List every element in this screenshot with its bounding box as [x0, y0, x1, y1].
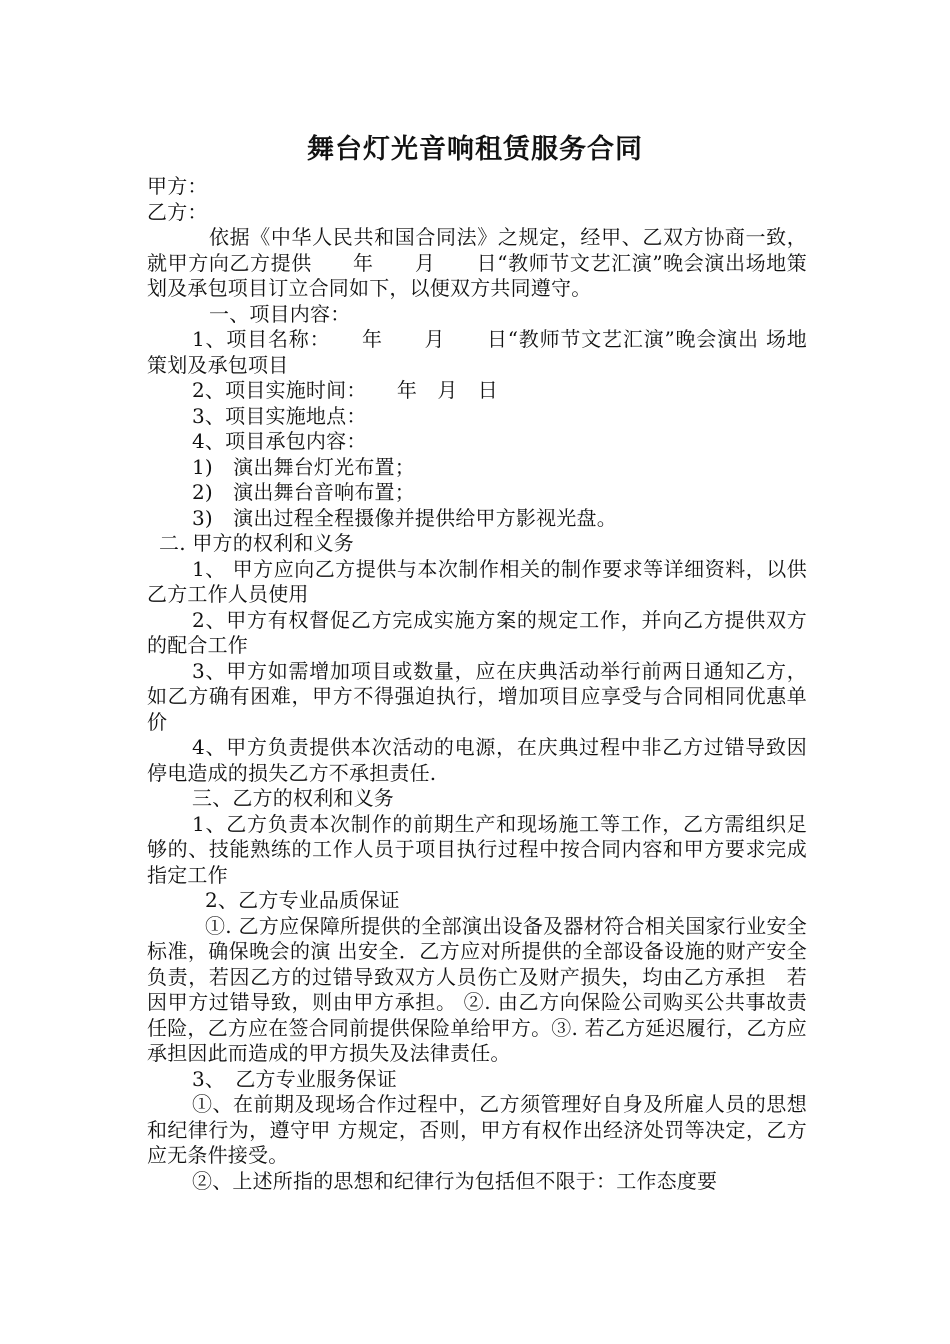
clause-2-4: 4、甲方负责提供本次活动的电源，在庆典过程中非乙方过错导致因停电造成的损失乙方不承担责任. [147, 735, 807, 785]
clause-3-2: 2、乙方专业品质保证 [205, 888, 400, 912]
clause-3-3-item-2: ②、上述所指的思想和纪律行为包括但不限于：工作态度要 [192, 1168, 718, 1193]
clause-1-2: 2、项目实施时间： 年 月 日 [192, 378, 498, 402]
sub-item-1: 1) 演出舞台灯光布置； [192, 454, 415, 479]
document-body [147, 174, 807, 1194]
clause-1-3: 3、项目实施地点： [192, 403, 367, 428]
sub-item-3: 3) 演出过程全程摄像并提供给甲方影视光盘。 [192, 505, 617, 530]
party-a-line: 甲方： [147, 174, 208, 198]
clause-1-4: 4、项目承包内容： [192, 429, 367, 453]
section-heading-3: 三、乙方的权利和义务 [192, 786, 394, 810]
clause-3-3-item-1: ①、在前期及现场合作过程中，乙方须管理好自身及所雇人员的思想和纪律行为，遵守甲 方规定，否则，甲方有权作出经济处罚等决定，乙方应无条件接受。 [147, 1092, 807, 1167]
preamble-paragraph: 依据《中华人民共和国合同法》之规定，经甲、乙双方协商一致，就甲方向乙方提供 年 月 日“教师节文艺汇演”晚会演出场地策划及承包项目订立合同如下，以便双方共同遵守。 [147, 225, 807, 300]
clause-3-3: 3、 乙方专业服务保证 [192, 1066, 397, 1091]
section-heading-2: 二. 甲方的权利和义务 [159, 531, 354, 555]
clause-2-2: 2、甲方有权督促乙方完成实施方案的规定工作，并向乙方提供双方的配合工作 [147, 607, 807, 657]
clause-2-1: 1、 甲方应向乙方提供与本次制作相关的制作要求等详细资料，以供乙方工作人员使用 [147, 556, 807, 606]
clause-3-2-detail: ①. 乙方应保障所提供的全部演出设备及器材符合相关国家行业安全标准，确保晚会的演 出安全．乙方应对所提供的全部设备设施的财产安全负责，若因乙方的过错导致双方人员伤亡及财产损失，均由乙方承担 若因甲方过错导致，则由甲方承担。 ②. 由乙方向保险公司购买公共事故责任险，乙方应在签合同前提供保险单给甲方。③. 若乙方延迟履行，乙方应承担因此而造成的甲方损失及法律责任。 [147, 913, 807, 1065]
document-title: 舞台灯光音响租赁服务合同 [307, 134, 643, 165]
party-b-line: 乙方： [147, 199, 208, 224]
clause-3-1: 1、乙方负责本次制作的前期生产和现场施工等工作，乙方需组织足够的、技能熟练的工作人员于项目执行过程中按合同内容和甲方要求完成指定工作 [147, 811, 807, 887]
clause-2-3: 3、甲方如需增加项目或数量，应在庆典活动举行前两日通知乙方，如乙方确有困难，甲方不得强迫执行，增加项目应享受与合同相同优惠单价 [147, 658, 807, 734]
section-heading-1: 一、项目内容： [209, 301, 351, 326]
sub-item-2: 2) 演出舞台音响布置； [192, 480, 415, 504]
clause-1-1: 1、项目名称： 年 月 日“教师节文艺汇演”晚会演出 场地策划及承包项目 [147, 327, 807, 377]
